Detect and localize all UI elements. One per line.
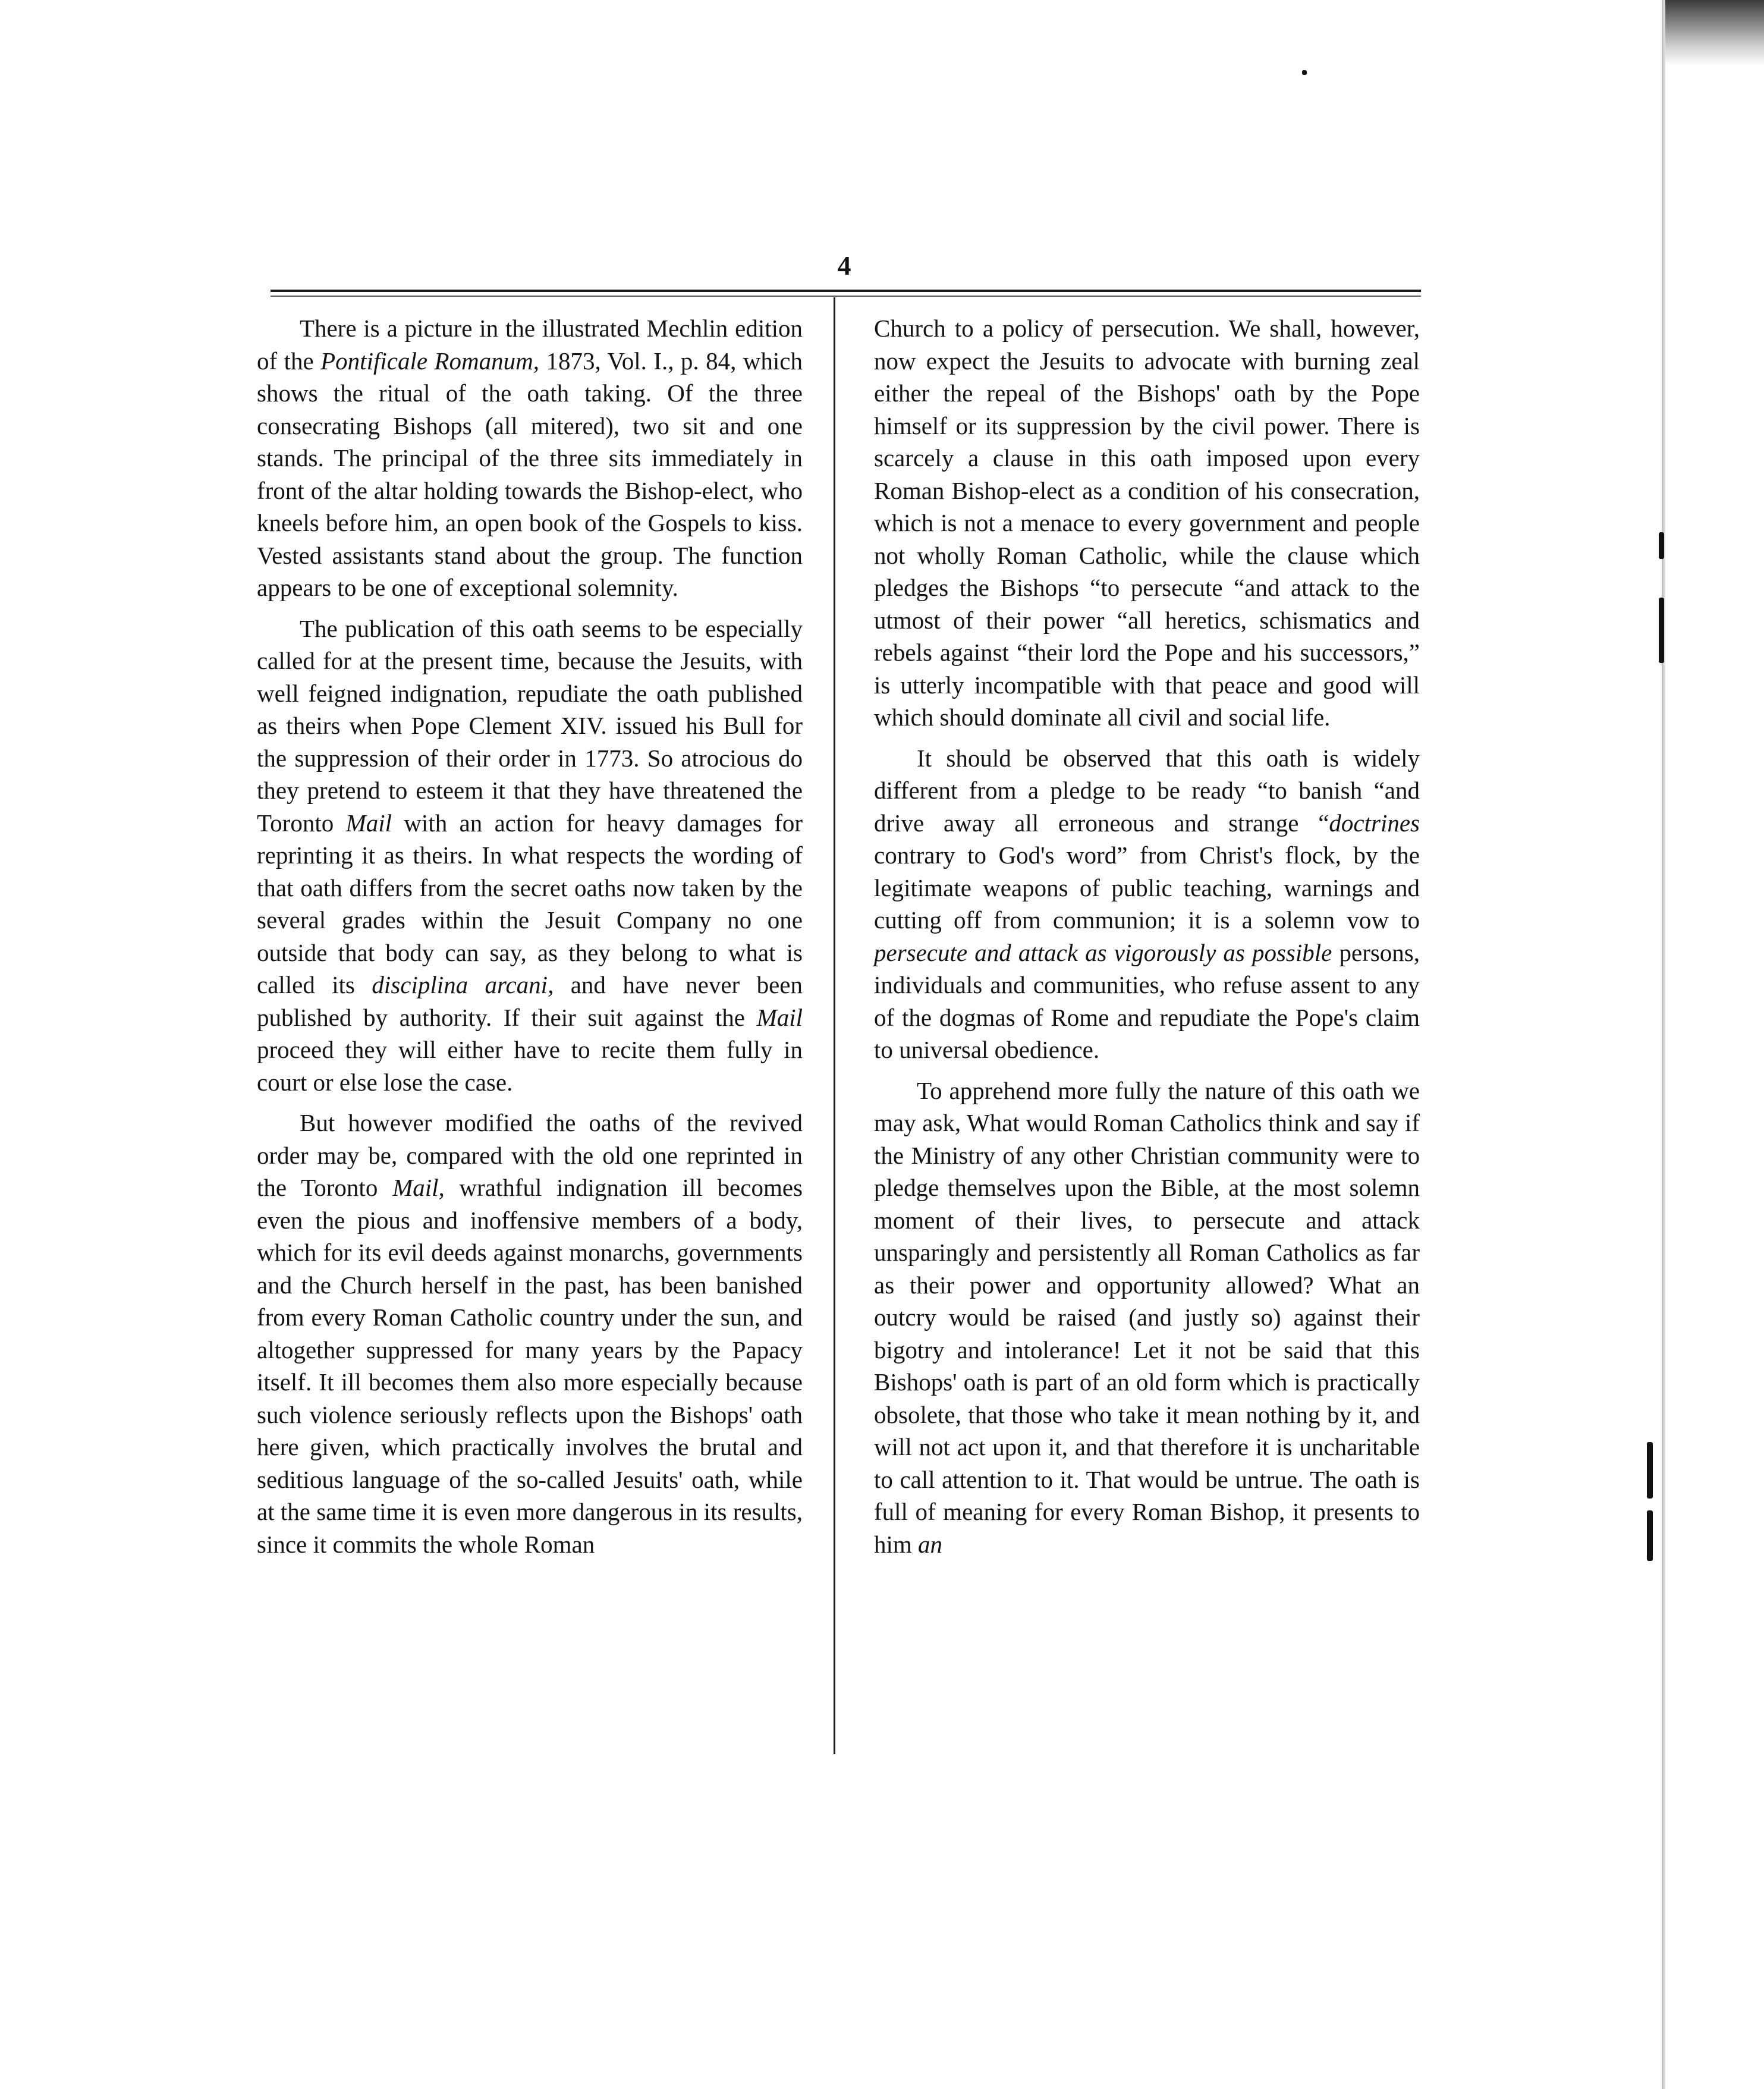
paragraph: Church to a policy of persecution. We shall, however, now expect the Jesuits to advocate with burning zeal either the repeal of the Bishops' oath by the Pope himself or its suppression by the civil power. There is scarcely a clause in this oath imposed upon every Roman Bishop-elect as a condition of his consecration, which is not a menace to every government and people not wholly Roman Catholic, while the clause which pledges the Bishops “to persecute “and attack to the utmost of their power “all heretics, schismatics and rebels against “their lord the Pope and his successors,” is utterly incompatible with that peace and good will which should dominate all civil and social life. <box>874 315 1420 731</box>
page-edge-shadow <box>1662 0 1665 2089</box>
text-run: It should be observed that this oath is widely different from a pledge to be ready “to banish “and drive away all erroneous and strange “ <box>874 744 1420 837</box>
header-rule <box>271 290 1421 292</box>
column-divider <box>834 297 835 1754</box>
italic-newspaper: Mail, <box>392 1174 445 1201</box>
paragraph <box>257 612 803 1099</box>
text-run: There is a picture in the illustrated Mechlin edition of the <box>257 315 803 375</box>
italic-phrase: persecute and attack as vigorously as possible <box>874 938 1332 966</box>
text-run: persons, individuals and communities, who refuse assent to any of the dogmas of Rome and repudiate the Pope's claim to universal obedience. <box>874 938 1420 1063</box>
italic-newspaper: Mail <box>345 809 392 837</box>
text-run: To apprehend more fully the nature of this oath we may ask, What would Roman Catholics think and say if the Ministry of any other Christian community were to pledge themselves upon the Bible, at the most solemn moment of their lives, to persecute and attack unsparingly and persistently all Roman Catholics as far as their power and opportunity allowed? What an outcry would be raised (and justly so) against their bigotry and intolerance! Let it not be said that this Bishops' oath is part of an old form which is practically obsolete, that those who take it mean nothing by it, and will not act upon it, and that therefore it is uncharitable to call attention to it. That would be untrue. The oath is full of meaning for every Roman Bishop, it presents to him <box>874 1076 1420 1558</box>
ink-speck <box>1302 70 1307 75</box>
header-rule-thin <box>271 296 1421 297</box>
ink-speck <box>1647 1442 1653 1499</box>
text-run: The publication of this oath seems to be especially called for at the present time, because the Jesuits, with well feigned indignation, repudiate the oath published as theirs when Pope Clement XIV. issued his Bull for the suppression of their order in 1773. So atrocious do they pretend to esteem it that they have threatened the Toronto <box>257 614 803 837</box>
paragraph <box>257 312 803 604</box>
ink-speck <box>1647 1510 1653 1561</box>
text-run: and have never been published by authority. If their suit against the <box>257 971 803 1031</box>
paragraph <box>874 1075 1420 1561</box>
paragraph <box>257 1107 803 1560</box>
paragraph <box>874 742 1420 1066</box>
text-run: proceed they will either have to recite them fully in court or else lose the case. <box>257 1036 803 1096</box>
page-number: 4 <box>837 250 851 281</box>
right-column <box>874 312 1420 1560</box>
ink-speck <box>1659 532 1664 559</box>
text-run: wrathful indignation ill becomes even the pious and inoffensive members of a body, which for its evil deeds against monarchs, governments and the Church herself in the past, has been banished from every Roman Catholic country under the sun, and altogether suppressed for many years by the Papacy itself. It ill becomes them also more especially because such violence seriously reflects upon the Bishops' oath here given, which practically involves the brutal and seditious language of the so-called Jesuits' oath, while at the same time it is even more dangerous in its results, since it commits the whole Roman <box>257 1174 803 1558</box>
text-run: 1873, Vol. I., p. 84, which shows the ritual of the oath taking. Of the three consecrating Bishops (all mitered), two sit and one stands. The principal of the three sits immediately in front of the altar holding towards the Bishop-elect, who kneels before him, an open book of the Gospels to kiss. Vested assistants stand about the group. The function appears to be one of exceptional solemnity. <box>257 347 803 601</box>
italic-word: an <box>918 1530 943 1558</box>
text-run: with an action for heavy damages for reprinting it as theirs. In what respects the wording of that oath differs from the secret oaths now taken by the several grades within the Jesuit Company no one outside that body can say, as they belong to what is called its <box>257 809 803 998</box>
italic-newspaper: Mail <box>756 1003 803 1031</box>
ink-speck <box>1659 598 1664 663</box>
italic-latin-term: disciplina arcani, <box>372 971 554 998</box>
italic-title: Pontificale Romanum, <box>320 347 539 375</box>
italic-word: doctrines <box>1329 809 1420 837</box>
text-run: contrary to God's word” from Christ's flock, by the legitimate weapons of public teaching, warnings and cutting off from communion; it is a solemn vow to <box>874 841 1420 934</box>
page-corner-shadow <box>1665 0 1764 65</box>
text-run: But however modified the oaths of the revived order may be, compared with the old one reprinted in the Toronto <box>257 1109 803 1201</box>
left-column <box>257 312 803 1560</box>
